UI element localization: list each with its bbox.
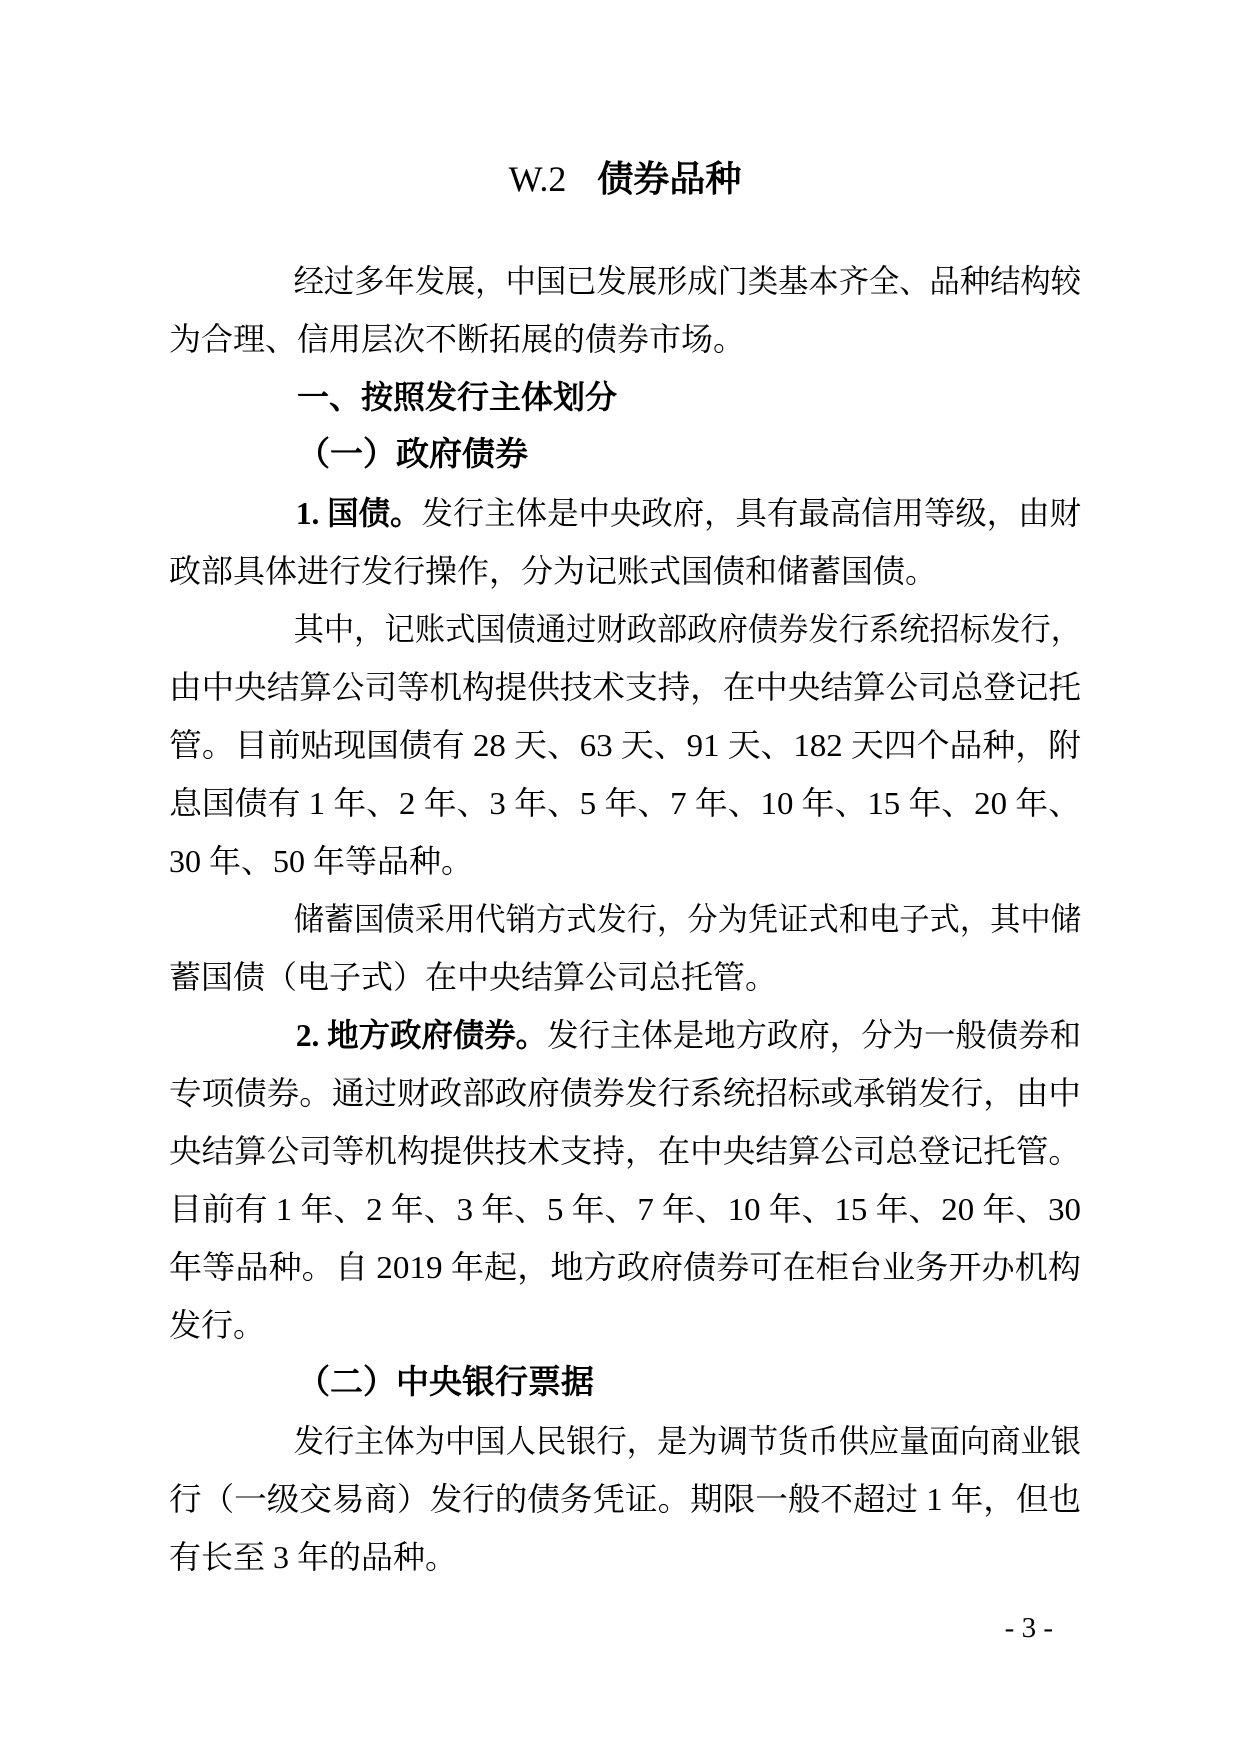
- text-line-content: [233, 1412, 1081, 1470]
- text-run: 目前有 1 年、2 年、3 年、5 年、7 年、10 年、15 年、20 年、30: [169, 1191, 1081, 1227]
- text-line: [169, 1180, 1081, 1238]
- text-line: [169, 890, 1081, 948]
- text-run: 经过多年发展，中国已发展形成门类基本齐全、品种结构较: [293, 263, 1081, 299]
- text-line-content: [169, 1470, 1081, 1528]
- text-line: [169, 484, 1081, 542]
- text-run: （二）中央银行票据: [297, 1365, 594, 1401]
- text-line-content: [233, 1006, 1081, 1064]
- text-line: [169, 1122, 1081, 1180]
- text-run: 由中央结算公司等机构提供技术支持，在中央结算公司总登记托: [169, 669, 1081, 705]
- section-heading: [169, 368, 1081, 426]
- subsection-heading: [169, 1354, 1081, 1412]
- text-run: 管。目前贴现国债有 28 天、63 天、91 天、182 天四个品种，附: [169, 727, 1081, 763]
- text-run: 发行主体为中国人民银行，是为调节货币供应量面向商业银: [293, 1423, 1081, 1459]
- text-run: 年等品种。自 2019 年起，地方政府债券可在柜台业务开办机构: [169, 1249, 1081, 1285]
- text-run: 发行主体是中央政府，具有最高信用等级，由财: [421, 495, 1081, 531]
- text-run: 行（一级交易商）发行的债务凭证。期限一般不超过 1 年，但也: [169, 1481, 1081, 1517]
- text-line-content: [233, 484, 1081, 542]
- page-number: - 3 -: [1004, 1612, 1053, 1644]
- text-line-content: [233, 600, 1081, 658]
- text-line-content: [169, 1064, 1081, 1122]
- text-line: [169, 1006, 1081, 1064]
- text-line-content: [169, 1238, 1081, 1296]
- text-line-content: [233, 426, 528, 484]
- text-run: 有长至 3 年的品种。: [169, 1539, 458, 1575]
- text-line-content: [233, 890, 1081, 948]
- text-line: [169, 774, 1081, 832]
- text-line: [169, 542, 1081, 600]
- text-line-content: [169, 832, 473, 890]
- text-run: 为合理、信用层次不断拓展的债券市场。: [169, 321, 746, 357]
- text-line: [169, 716, 1081, 774]
- text-line: [169, 948, 1081, 1006]
- text-line: [169, 1238, 1081, 1296]
- text-run: （一）政府债券: [297, 437, 528, 473]
- subsection-heading: [169, 426, 1081, 484]
- text-line-content: [233, 368, 617, 426]
- title-text: 债券品种: [597, 159, 742, 199]
- document-content: [169, 150, 1081, 1586]
- text-line-content: [169, 1528, 457, 1586]
- text-run: 息国债有 1 年、2 年、3 年、5 年、7 年、10 年、15 年、20 年、: [169, 785, 1081, 821]
- text-run: 央结算公司等机构提供技术支持，在中央结算公司总登记托管。: [169, 1133, 1081, 1169]
- text-run: 30 年、50 年等品种。: [169, 843, 474, 879]
- text-line-content: [169, 948, 777, 1006]
- bold-run: 1. 国债。: [295, 495, 422, 531]
- text-run: 储蓄国债采用代销方式发行，分为凭证式和电子式，其中储: [293, 901, 1081, 937]
- text-line-content: [169, 658, 1081, 716]
- text-line: [169, 1412, 1081, 1470]
- document-title: [169, 150, 1081, 208]
- text-line: [169, 1296, 1081, 1354]
- text-line-content: [169, 1296, 265, 1354]
- text-run: 其中，记账式国债通过财政部政府债券发行系统招标发行，: [293, 611, 1081, 647]
- text-line-content: [233, 1354, 594, 1412]
- text-line-content: [169, 1122, 1081, 1180]
- text-run: 发行主体是地方政府，分为一般债券和: [547, 1017, 1081, 1053]
- title-section-number: W.2: [508, 159, 567, 199]
- text-line: [169, 832, 1081, 890]
- text-run: 政部具体进行发行操作，分为记账式国债和储蓄国债。: [169, 553, 938, 589]
- text-line-content: [169, 716, 1081, 774]
- text-line-content: [169, 774, 1081, 832]
- text-line-content: [169, 310, 745, 368]
- text-line-content: [169, 1180, 1081, 1238]
- text-line: [169, 600, 1081, 658]
- text-line: [169, 1470, 1081, 1528]
- text-run: 蓄国债（电子式）在中央结算公司总托管。: [169, 959, 778, 995]
- text-line: [169, 1528, 1081, 1586]
- bold-run: 2. 地方政府债券。: [295, 1017, 548, 1053]
- text-line-content: [169, 542, 937, 600]
- text-run: 发行。: [169, 1307, 266, 1343]
- document-body: [169, 252, 1081, 1586]
- text-line: [169, 310, 1081, 368]
- text-run: 专项债券。通过财政部政府债券发行系统招标或承销发行，由中: [169, 1075, 1081, 1111]
- text-line-content: [233, 252, 1081, 310]
- text-run: 一、按照发行主体划分: [297, 379, 618, 415]
- text-line: [169, 658, 1081, 716]
- text-line: [169, 1064, 1081, 1122]
- text-line: [169, 252, 1081, 310]
